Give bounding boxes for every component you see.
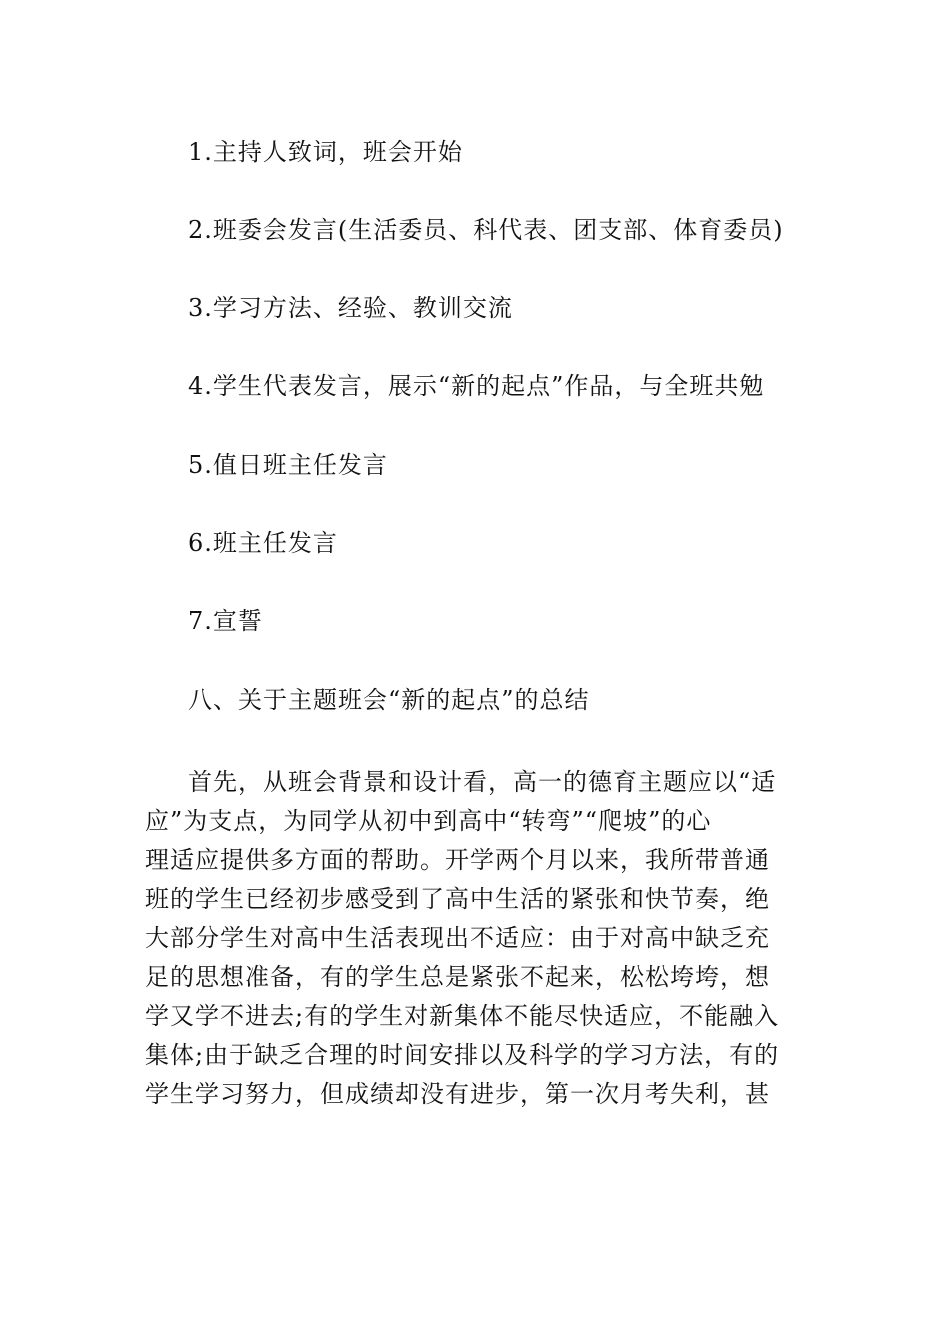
paragraph-line: 集体;由于缺乏合理的时间安排以及科学的学习方法，有的 — [145, 1041, 780, 1069]
agenda-item-4: 4.学生代表发言，展示“新的起点”作品，与全班共勉 — [188, 372, 765, 400]
agenda-item-1: 1.主持人致词，班会开始 — [188, 138, 463, 166]
section-heading: 八、关于主题班会“新的起点”的总结 — [188, 686, 590, 714]
paragraph-line: 首先，从班会背景和设计看，高一的德育主题应以“适 — [188, 768, 777, 796]
agenda-item-5: 5.值日班主任发言 — [188, 451, 388, 479]
paragraph-line: 学生学习努力，但成绩却没有进步，第一次月考失利，甚 — [145, 1080, 770, 1108]
paragraph-line: 学又学不进去;有的学生对新集体不能尽快适应，不能融入 — [145, 1002, 780, 1030]
paragraph-line: 理适应提供多方面的帮助。开学两个月以来，我所带普通 — [145, 846, 770, 874]
agenda-item-7: 7.宣誓 — [188, 607, 263, 635]
agenda-item-6: 6.班主任发言 — [188, 529, 338, 557]
paragraph-line: 大部分学生对高中生活表现出不适应：由于对高中缺乏充 — [145, 924, 770, 952]
paragraph-line: 足的思想准备，有的学生总是紧张不起来，松松垮垮，想 — [145, 963, 770, 991]
paragraph-line: 班的学生已经初步感受到了高中生活的紧张和快节奏，绝 — [145, 885, 770, 913]
agenda-item-2: 2.班委会发言(生活委员、科代表、团支部、体育委员) — [188, 216, 784, 244]
summary-paragraph — [145, 763, 805, 1114]
agenda-item-3: 3.学习方法、经验、教训交流 — [188, 294, 513, 322]
paragraph-line: 应”为支点，为同学从初中到高中“转弯”“爬坡”的心 — [145, 807, 712, 835]
